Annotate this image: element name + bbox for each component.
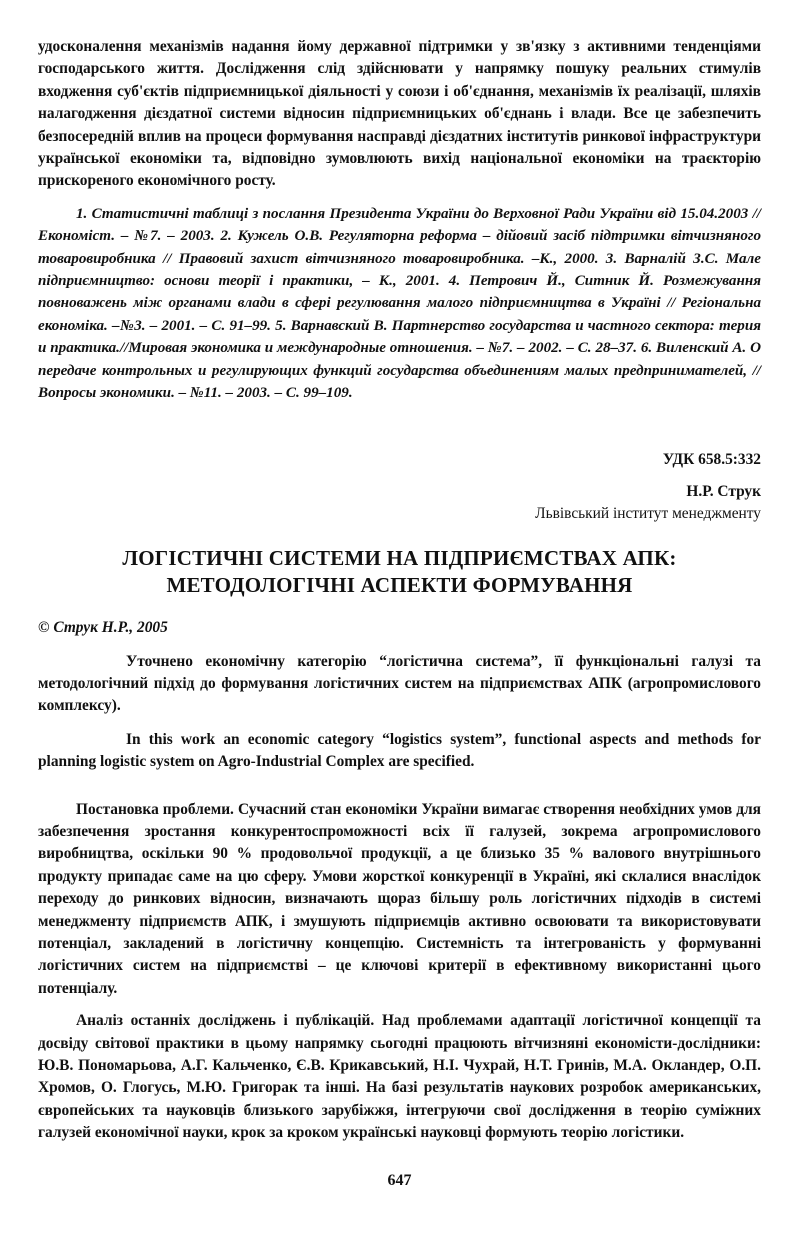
intro-paragraph: удосконалення механізмів надання йому державної підтримки у зв'язку з активними тенденціями господарського життя. Дослідження слід здійснювати у напрямку пошуку реальних стимулів входження суб'єктів підприємницької діяльності у союзи і об'єднання, механізмів їх реалізації, шляхів налагодження дієздатної системи відносин підприємницьких об'єднань і влади. Все це забезпечить безпосередній вплив на процеси формування насправді дієздатних інститутів ринкової інфраструктури української економіки та, відповідно зумовлюють вихід національної економіки на траєкторію прискореного економічного росту. <box>38 38 761 190</box>
section-heading-literature: Аналіз останніх досліджень і публікацій. <box>76 1012 375 1030</box>
article-title <box>38 545 761 599</box>
udk-code: УДК 658.5:332 <box>662 450 761 468</box>
section-text-problem: Сучасний стан економіки України вимагає створення необхідних умов для забезпечення зростання конкурентоспроможності всіх її галузей, зокрема агропромислового виробництва, оскільки 90 % продовольчої продукції, а це близько 35 % валового внутрішнього продукту припадає саме на цю сферу. Умови жорсткої конкуренції в Україні, які склалися внаслідок переходу до ринкових відносин, визначають щораз більшу роль логістичних підходів в системі менеджменту підприємств АПК, і змушують підприємців активно освоювати та використовувати потенціал, закладений в логістичну концепцію. Системність та інтегрованість у формуванні логістичних систем на підприємстві – це ключові критерії в ефективному використанні цього потенціалу. <box>38 800 762 997</box>
title-line-2: МЕТОДОЛОГІЧНІ АСПЕКТИ ФОРМУВАННЯ <box>166 572 633 597</box>
section-text-literature: Над проблемами адаптації логістичної концепції та досвіду світової практики в цьому напрямку сьогодні працюють вітчизняні економісти-дослідники: Ю.В. Пономарьова, А.Г. Кальченко, Є.В. Крикавський, Н.І. Чухрай, Н.Т. Гринів, М.А. Окландер, О.П. Хромов, О. Глогусь, М.Ю. Григорак та інші. На базі результатів наукових розробок американських, європейських та науковців близького зарубіжжя, інтегруючи свої дослідження в теорію суміжних галузей економічної науки, крок за кроком українські науковці формують теорію логістики. <box>38 1012 761 1142</box>
author-name: Н.Р. Струк <box>686 482 761 500</box>
section-literature-review <box>38 1010 761 1144</box>
page-number: 647 <box>387 1172 412 1189</box>
section-heading-problem: Постановка проблеми. <box>76 800 234 818</box>
page-content <box>38 36 761 1145</box>
title-line-1: ЛОГІСТИЧНІ СИСТЕМИ НА ПІДПРИЄМСТВАХ АПК: <box>122 545 677 570</box>
abstract-english: In this work an economic category “logistics system”, functional aspects and methods for planning logistic system on Agro-Industrial Complex are specified. <box>38 730 761 771</box>
section-problem-statement <box>38 799 761 1001</box>
abstract-ukrainian: Уточнено економічну категорію “логістична система”, її функціональні галузі та методологічний підхід до формування логістичних систем на підприємствах АПК (агропромислового комплексу). <box>38 652 761 715</box>
references: 1. Статистичні таблиці з послання Президента України до Верховної Ради України від 15.04.2003 // Економіст. – №7. – 2003. 2. Кужель О.В. Регуляторна реформа – дійовий засіб підтримки вітчизняного товаровиробника // Правовий захист вітчизняного товаровиробника. –К., 2000. 3. Варналій З.С. Мале підприємництво: основи теорії і практики, – К., 2001. 4. Петрович Й., Ситник Й. Розмежування повноважень між органами влади в сфері регулювання малого підприємництва в Україні // Регіональна економіка. –№3. – 2001. – С. 91–99. 5. Варнавский В. Партнерство государства и частного сектора: терия и практика.//Мировая экономика и международные отношения. – №7. – 2002. – С. 28–37. 6. Виленский А. О передаче контрольных и регулирующих функций государства объединениям малых предпринимателей, // Вопросы экономики. – №11. – 2003. – С. 99–109. <box>38 205 761 402</box>
copyright: © Струк Н.Р., 2005 <box>38 618 168 636</box>
author-affiliation: Львівський інститут менеджменту <box>535 504 761 522</box>
